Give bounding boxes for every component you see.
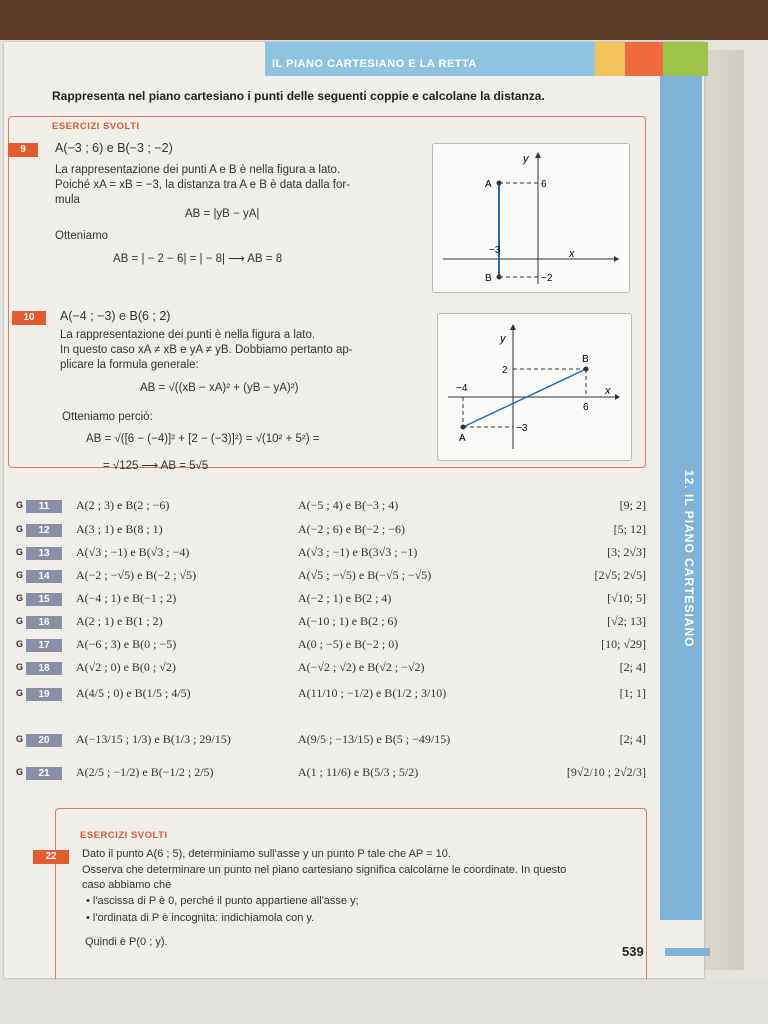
exercise-difficulty: G bbox=[16, 570, 24, 580]
result-formula: = √125 ⟶ AB = 5√5 bbox=[103, 460, 209, 472]
exercise-number: 17 bbox=[26, 639, 62, 652]
exercise-row bbox=[16, 660, 646, 682]
exercise-row bbox=[16, 568, 646, 590]
point-b bbox=[584, 367, 589, 372]
bullet-text: l'ordinata di P è incognita: indichiamola con y. bbox=[92, 912, 315, 924]
exercise-pair-b: A(√5 ; −√5) e B(−√5 ; −√5) bbox=[298, 568, 432, 582]
exercise-row bbox=[16, 591, 646, 613]
page-edges bbox=[704, 50, 744, 970]
exercise-row bbox=[16, 498, 646, 520]
exercise-title: A(−4 ; −3) e B(6 ; 2) bbox=[60, 309, 171, 323]
exercise-difficulty: G bbox=[16, 593, 24, 603]
exercise-answer: [2; 4] bbox=[619, 660, 646, 674]
solved-label: ESERCIZI SVOLTI bbox=[80, 830, 168, 841]
tick-label: −3 bbox=[516, 423, 528, 434]
exercise-pair-a: A(−6 ; 3) e B(0 ; −5) bbox=[76, 637, 177, 651]
x-arrow bbox=[614, 256, 619, 262]
y-label: y bbox=[500, 333, 506, 345]
segment-ab bbox=[463, 369, 586, 427]
background-table-top bbox=[0, 0, 768, 40]
exercise-number: 10 bbox=[12, 311, 46, 325]
exercise-number: 20 bbox=[26, 734, 62, 747]
tick-label: 6 bbox=[583, 402, 589, 413]
point-a-label: A bbox=[459, 433, 466, 444]
exercise-pair-b: A(11/10 ; −1/2) e B(1/2 ; 3/10) bbox=[298, 686, 447, 700]
exercise-pair-a: A(2 ; 1) e B(1 ; 2) bbox=[76, 614, 163, 628]
exercise-number: 18 bbox=[26, 662, 62, 675]
coordinate-plane bbox=[438, 314, 631, 460]
exercise-pair-b: A(−2 ; 1) e B(2 ; 4) bbox=[298, 591, 392, 605]
instruction: Rappresenta nel piano cartesiano i punti delle seguenti coppie e calcolane la distanza. bbox=[52, 89, 545, 103]
exercise-difficulty: G bbox=[16, 547, 24, 557]
point-b bbox=[497, 275, 502, 280]
exercise-number: 9 bbox=[8, 143, 38, 157]
exercise-row bbox=[16, 545, 646, 567]
exercise-difficulty: G bbox=[16, 734, 24, 744]
exercise-answer: [9; 2] bbox=[619, 498, 646, 512]
exercise-row bbox=[16, 522, 646, 544]
solved-label: ESERCIZI SVOLTI bbox=[52, 121, 140, 132]
exercise-number: 13 bbox=[26, 547, 62, 560]
exercise-row bbox=[16, 637, 646, 659]
header-color-block bbox=[663, 42, 708, 76]
exercise-pair-b: A(1 ; 11/6) e B(5/3 ; 5/2) bbox=[298, 765, 419, 779]
exercise-pair-b: A(−10 ; 1) e B(2 ; 6) bbox=[298, 614, 398, 628]
exercise-title: A(−3 ; 6) e B(−3 ; −2) bbox=[55, 141, 173, 155]
exercise-number: 12 bbox=[26, 524, 62, 537]
text-line: plicare la formula generale: bbox=[60, 359, 199, 371]
exercise-pair-b: A(9/5 ; −13/15) e B(5 ; −49/15) bbox=[298, 732, 451, 746]
exercise-difficulty: G bbox=[16, 500, 24, 510]
text-line: Poiché xA = xB = −3, la distanza tra A e B è data dalla for- bbox=[55, 179, 351, 191]
exercise-number: 16 bbox=[26, 616, 62, 629]
text-line: Quindi è P(0 ; y). bbox=[85, 936, 168, 948]
text-line: Osserva che determinare un punto nel piano cartesiano significa calcolarne le coordinate. In questo bbox=[82, 864, 567, 876]
exercise-number: 22 bbox=[33, 850, 69, 864]
exercise-number: 15 bbox=[26, 593, 62, 606]
x-label: x bbox=[569, 248, 575, 260]
exercise-pair-a: A(√2 ; 0) e B(0 ; √2) bbox=[76, 660, 176, 674]
list-item: • l'ordinata di P è incognita: indichiamola con y. bbox=[86, 912, 315, 924]
exercise-number: 14 bbox=[26, 570, 62, 583]
exercise-answer: [√10; 5] bbox=[607, 591, 646, 605]
exercise-pair-b: A(√3 ; −1) e B(3√3 ; −1) bbox=[298, 545, 418, 559]
exercise-pair-b: A(0 ; −5) e B(−2 ; 0) bbox=[298, 637, 399, 651]
point-a bbox=[461, 425, 466, 430]
tick-label: −4 bbox=[456, 383, 468, 394]
exercise-pair-b: A(−√2 ; √2) e B(√2 ; −√2) bbox=[298, 660, 425, 674]
exercise-number: 19 bbox=[26, 688, 62, 701]
text-line: In questo caso xA ≠ xB e yA ≠ yB. Dobbiamo pertanto ap- bbox=[60, 344, 353, 356]
exercise-pair-a: A(√3 ; −1) e B(√3 ; −4) bbox=[76, 545, 190, 559]
figure-ex10 bbox=[437, 313, 632, 461]
exercise-answer: [5; 12] bbox=[613, 522, 646, 536]
exercise-pair-a: A(3 ; 1) e B(8 ; 1) bbox=[76, 522, 163, 536]
exercise-answer: [9√2/10 ; 2√2/3] bbox=[566, 765, 646, 779]
list-item: • l'ascissa di P è 0, perché il punto appartiene all'asse y; bbox=[86, 895, 359, 907]
exercise-number: 11 bbox=[26, 500, 62, 513]
exercise-row bbox=[16, 686, 646, 708]
tick-label: −3 bbox=[489, 245, 501, 256]
exercise-answer: [2√5; 2√5] bbox=[594, 568, 646, 582]
x-label: x bbox=[605, 385, 611, 397]
exercise-answer: [1; 1] bbox=[619, 686, 646, 700]
point-a-label: A bbox=[485, 179, 492, 190]
exercise-row bbox=[16, 732, 646, 754]
y-label: y bbox=[523, 153, 529, 165]
bullet-text: l'ascissa di P è 0, perché il punto appartiene all'asse y; bbox=[92, 895, 359, 907]
exercise-pair-a: A(2/5 ; −1/2) e B(−1/2 ; 2/5) bbox=[76, 765, 214, 779]
exercise-difficulty: G bbox=[16, 767, 24, 777]
tick-label: −2 bbox=[541, 273, 553, 284]
text-line: caso abbiamo che bbox=[82, 879, 172, 891]
point-b-label: B bbox=[485, 273, 492, 284]
text-line: Dato il punto A(6 ; 5), determiniamo sull'asse y un punto P tale che AP = 10. bbox=[82, 848, 451, 860]
header-color-block bbox=[595, 42, 625, 76]
text-line: La rappresentazione dei punti è nella figura a lato. bbox=[60, 329, 316, 341]
y-arrow bbox=[510, 324, 516, 330]
exercise-pair-a: A(−13/15 ; 1/3) e B(1/3 ; 29/15) bbox=[76, 732, 231, 746]
side-tab-label: 12. IL PIANO CARTESIANO bbox=[682, 470, 696, 648]
exercise-pair-a: A(2 ; 3) e B(2 ; −6) bbox=[76, 498, 170, 512]
tick-label: 2 bbox=[502, 365, 508, 376]
page-number: 539 bbox=[622, 944, 644, 959]
point-a bbox=[497, 181, 502, 186]
exercise-number: 21 bbox=[26, 767, 62, 780]
exercise-row bbox=[16, 614, 646, 636]
exercise-difficulty: G bbox=[16, 616, 24, 626]
exercise-difficulty: G bbox=[16, 662, 24, 672]
text-line: La rappresentazione dei punti A e B è nella figura a lato. bbox=[55, 164, 341, 176]
header-color-block bbox=[625, 42, 663, 76]
exercise-pair-a: A(4/5 ; 0) e B(1/5 ; 4/5) bbox=[76, 686, 191, 700]
exercise-answer: [√2; 13] bbox=[607, 614, 646, 628]
chapter-title: IL PIANO CARTESIANO E LA RETTA bbox=[272, 58, 477, 70]
exercise-row bbox=[16, 765, 646, 787]
text-line: Otteniamo bbox=[55, 230, 109, 242]
exercise-difficulty: G bbox=[16, 688, 24, 698]
page-number-bar bbox=[665, 948, 710, 956]
exercise-answer: [2; 4] bbox=[619, 732, 646, 746]
result-formula: AB = | − 2 − 6| = | − 8| ⟶ AB = 8 bbox=[113, 253, 283, 265]
figure-ex9 bbox=[432, 143, 630, 293]
exercise-answer: [3; 2√3] bbox=[607, 545, 646, 559]
exercise-answer: [10; √29] bbox=[601, 637, 646, 651]
exercise-pair-a: A(−4 ; 1) e B(−1 ; 2) bbox=[76, 591, 177, 605]
exercise-pair-b: A(−5 ; 4) e B(−3 ; 4) bbox=[298, 498, 399, 512]
result-formula: AB = √([6 − (−4)]² + [2 − (−3)]²) = √(10² + 5²) = bbox=[86, 433, 320, 445]
x-arrow bbox=[615, 394, 620, 400]
exercise-pair-b: A(−2 ; 6) e B(−2 ; −6) bbox=[298, 522, 405, 536]
exercise-pair-a: A(−2 ; −√5) e B(−2 ; √5) bbox=[76, 568, 197, 582]
formula: AB = |yB − yA| bbox=[185, 208, 260, 220]
background-table-bottom bbox=[0, 978, 768, 1024]
exercise-difficulty: G bbox=[16, 639, 24, 649]
coordinate-plane bbox=[433, 144, 629, 292]
y-arrow bbox=[535, 152, 541, 158]
point-b-label: B bbox=[582, 354, 589, 365]
exercise-difficulty: G bbox=[16, 524, 24, 534]
text-line: mula bbox=[55, 194, 80, 206]
tick-label: 6 bbox=[541, 179, 547, 190]
text-line: Otteniamo perciò: bbox=[62, 411, 153, 423]
formula: AB = √((xB − xA)² + (yB − yA)²) bbox=[140, 382, 299, 394]
